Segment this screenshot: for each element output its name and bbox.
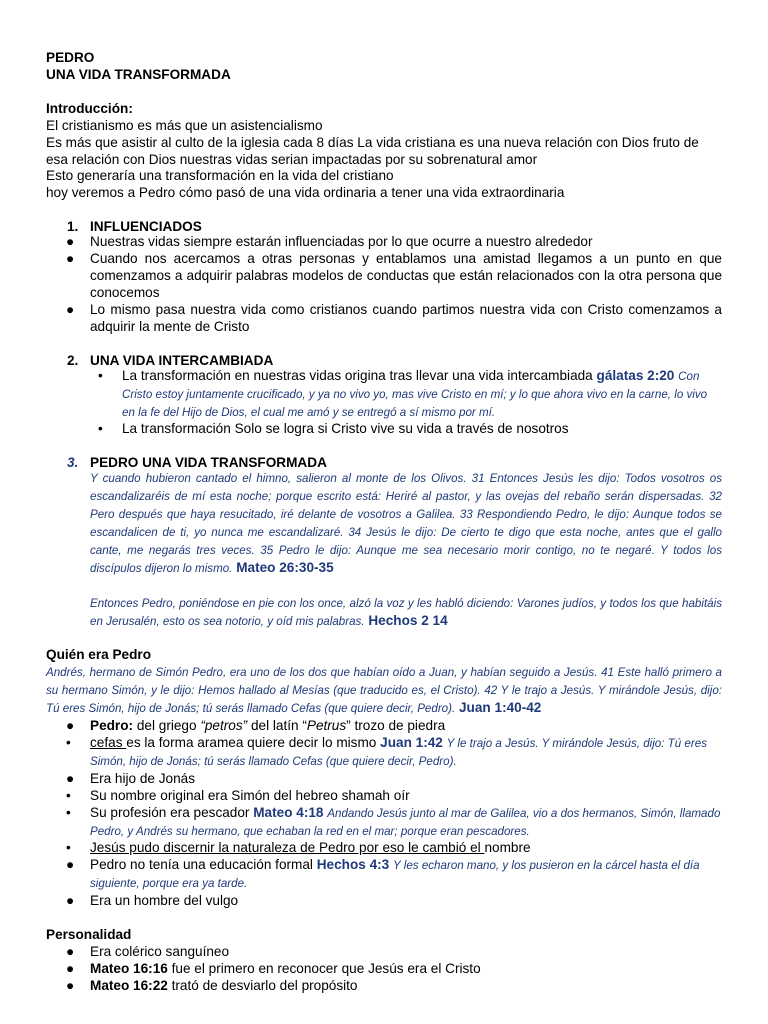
intro-line: hoy veremos a Pedro cómo pasó de una vida ordinaria a tener una vida extraordinaria [46,185,565,201]
scripture-quote: Con Cristo estoy juntamente crucificado, y ya no vivo yo, mas vive Cristo en mí; y lo que ahora vivo en la carne, lo vivo en la fe del Hijo de Dios, el cual me amó y se entregó a sí mismo por mí. [122,369,708,419]
bullet-icon: ● [66,977,75,993]
document-page [46,50,722,995]
scripture-quote: Y le trajo a Jesús. Y mirándole Jesús, dijo: Tú eres Simón, hijo de Jonás; tú serás llamado Cefas (que quiere decir, Pedro). [90,736,707,768]
list-item: ● Cuando nos acercamos a otras personas y entablamos una amistad llegamos a un punto en que comenzamos a adquirir palabras modelos de conductas que están relacionados con la otra persona que conocemos [66,251,722,300]
doc-title: PEDRO [46,50,95,65]
bullet-icon: ● [66,234,75,250]
scripture-ref: Juan 1:40-42 [459,700,542,716]
section-2-heading [46,353,722,368]
scripture-ref: Mateo 26:30-35 [236,559,334,575]
list-item: • Su nombre original era Simón del hebreo shamah oír [66,787,410,803]
bullet-icon: ● [66,857,75,873]
list-item: ● Pedro: del griego “petros” del latín “Petrus” trozo de piedra [66,718,446,734]
scripture-ref: Mateo 4:18 [253,804,324,820]
list-item: • Jesús pudo discernir la naturaleza de Pedro por eso le cambió el nombre [66,840,531,856]
list-item: ● Era un hombre del vulgo [66,893,239,909]
list-item: ● Mateo 16:16 fue el primero en reconocer que Jesús era el Cristo [66,960,481,976]
bullet-icon: • [66,734,71,750]
bullet-icon: • [98,367,103,383]
scripture-quote: Andando Jesús junto al mar de Galilea, vio a dos hermanos, Simón, llamado Pedro, y Andrés su hermano, que echaban la red en el mar; porque eran pescadores. [90,806,721,838]
scripture-ref: Juan 1:42 [380,734,443,750]
list-item: • Su profesión era pescador Mateo 4:18 Andando Jesús junto al mar de Galilea, vio a dos hermanos, Simón, llamado Pedro, y Andrés su hermano, que echaban la red en el mar; porque eran pescadores. [66,804,721,838]
scripture-block [46,595,722,631]
section-2-list [46,368,722,439]
bullet-icon: ● [66,943,75,959]
list-item: ● Era colérico sanguíneo [66,943,230,959]
list-item: • La transformación Solo se logra si Cristo vive su vida a través de nosotros [98,421,569,437]
section-title: PEDRO UNA VIDA TRANSFORMADA [90,455,327,471]
scripture-quote: Andrés, hermano de Simón Pedro, era uno de los dos que habían oído a Juan, y habían seguido a Jesús. 41 Este halló primero a su hermano Simón, y le dijo: Hemos hallado al Mesías (que traducido es, el Cristo). 42 Y le trajo a Jesús. Y mirándole Jesús, dijo: Tú eres Simón, hijo de Jonás; tú serás llamado Cefas (que quiere decir, Pedro). [46,666,722,716]
personalidad-list [46,944,722,995]
section-3-heading [46,455,722,470]
section-title: INFLUENCIADOS [90,219,202,235]
section-number: 2. [67,352,79,368]
bullet-icon: • [66,787,71,803]
scripture-block [46,470,722,577]
list-item: ● Mateo 16:22 trató de desviarlo del propósito [66,977,358,993]
bullet-icon: ● [66,893,75,909]
intro-line: Esto generaría una transformación en la vida del cristiano [46,168,394,184]
list-item: • La transformación en nuestras vidas origina tras llevar una vida intercambiada gálatas 2:20 Con Cristo estoy juntamente crucificado, y ya no vivo yo, mas vive Cristo en mí; y lo que ahora vivo en la carne, lo vivo en la fe del Hijo de Dios, el cual me amó y se entregó a sí mismo por mí. [98,367,708,419]
section-number: 3. [67,455,79,471]
scripture-ref: Hechos 4:3 [316,857,390,873]
quien-list [46,718,722,910]
scripture-quote: Y cuando hubieron cantado el himno, salieron al monte de los Olivos. 31 Entonces Jesús les dijo: Todos vosotros os escandalizaréis de mí esta noche; porque escrito está: Heriré al pastor, y las ovejas del rebaño serán dispersadas. 32 Pero después que haya resucitado, iré delante de vosotros a Galilea. 33 Respondiendo Pedro, le dijo: Aunque todos se escandalicen de ti, yo nunca me escandalizaré. 34 Jesús le dijo: De cierto te digo que esta noche, antes que el gallo cante, me negarás tres veces. 35 Pedro le dijo: Aunque me sea necesario morir contigo, no te negaré. Y todos los discípulos dijeron lo mismo. [90,472,722,575]
intro-heading: Introducción: [46,100,133,116]
scripture-ref: Hechos 2 14 [368,612,448,628]
section-title: UNA VIDA INTERCAMBIADA [90,352,274,368]
bullet-icon: ● [66,251,75,267]
intro-line: El cristianismo es más que un asistencialismo [46,117,323,133]
scripture-quote: Y les echaron mano, y los pusieron en la cárcel hasta el día siguiente, porque era ya tarde. [90,859,700,891]
list-item: • cefas es la forma aramea quiere decir lo mismo Juan 1:42 Y le trajo a Jesús. Y mirándole Jesús, dijo: Tú eres Simón, hijo de Jonás; tú serás llamado Cefas (que quiere decir, Pedro). [66,734,707,768]
bullet-icon: ● [66,301,75,317]
bullet-icon: • [66,804,71,820]
scripture-block [46,664,722,718]
bullet-icon: • [98,421,103,437]
bullet-icon: ● [66,960,75,976]
bullet-icon: ● [66,770,75,786]
list-item: ● Lo mismo pasa nuestra vida como cristianos cuando partimos nuestra vida con Cristo comenzamos a adquirir la mente de Cristo [66,301,722,334]
list-item: ● Nuestras vidas siempre estarán influenciadas por lo que ocurre a nuestro alrededor [66,234,593,250]
doc-subtitle: UNA VIDA TRANSFORMADA [46,66,231,82]
quien-heading: Quién era Pedro [46,647,152,663]
bullet-icon: • [66,840,71,856]
scripture-ref: Mateo 16:22 [90,977,168,993]
section-1-list [46,234,722,335]
list-item: ● Era hijo de Jonás [66,770,196,786]
personalidad-heading: Personalidad [46,927,132,943]
scripture-quote: Entonces Pedro, poniéndose en pie con los once, alzó la voz y les habló diciendo: Varones judíos, y todos los que habitáis en Jerusalén, esto os sea notorio, y oíd mis palabras. [90,596,722,628]
bullet-icon: ● [66,718,75,734]
section-number: 1. [67,219,79,235]
intro-line: Es más que asistir al culto de la iglesia cada 8 días La vida cristiana es una nueva relación con Dios fruto de esa relación con Dios nuestras vidas serian impactadas por su sobrenatural amor [46,134,699,167]
section-1-heading [46,219,722,234]
scripture-ref: Mateo 16:16 [90,960,168,976]
scripture-ref: gálatas 2:20 [596,367,675,383]
list-item: ● Pedro no tenía una educación formal Hechos 4:3 Y les echaron mano, y los pusieron en la cárcel hasta el día siguiente, porque era ya tarde. [66,857,700,891]
